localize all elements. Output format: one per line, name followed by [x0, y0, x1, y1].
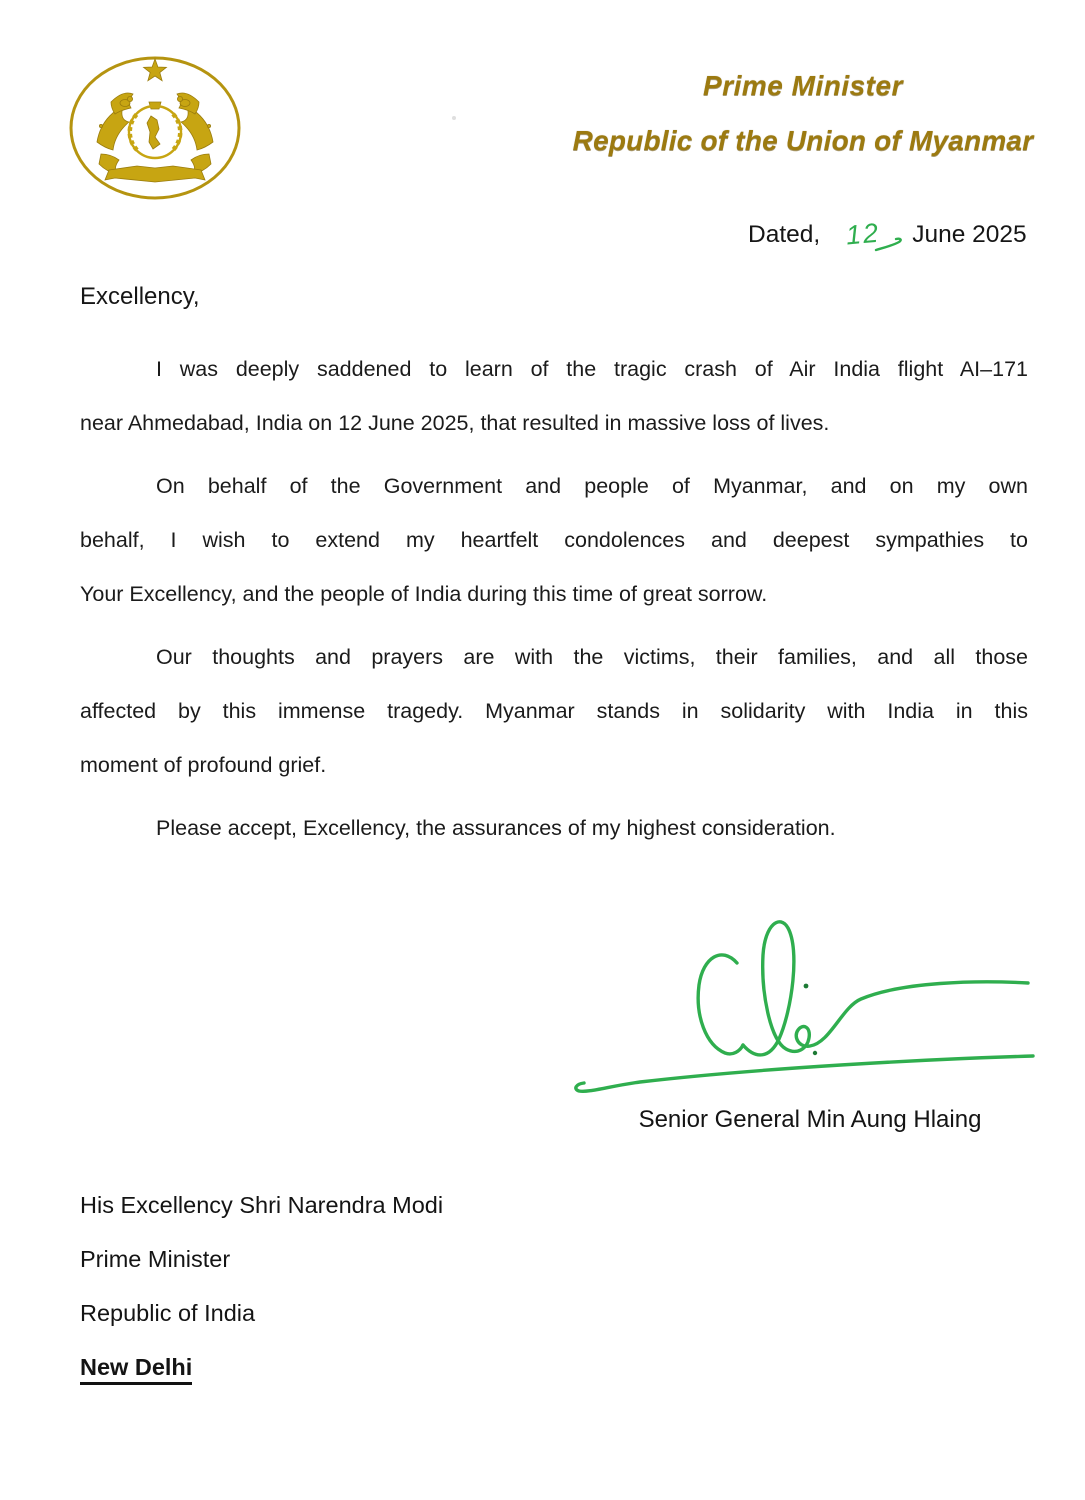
- addressee-title: Prime Minister: [80, 1246, 231, 1272]
- handwritten-day-text: 12: [844, 217, 882, 251]
- myanmar-state-seal-icon: [66, 50, 244, 202]
- paragraph-line: Please accept, Excellency, the assurances of my highest consideration.: [156, 816, 836, 840]
- scan-artifact-dot: [452, 116, 456, 120]
- signer-name: Senior General Min Aung Hlaing: [638, 1106, 982, 1133]
- paragraph-line: On behalf of the Government and people of Myanmar, and on my own: [156, 474, 1028, 498]
- paragraph-3: [80, 630, 1028, 792]
- addressee-country: Republic of India: [80, 1300, 256, 1326]
- addressee-name: His Excellency Shri Narendra Modi: [80, 1192, 444, 1218]
- addressee-block: [80, 1178, 443, 1394]
- date-label: Dated,: [748, 221, 821, 248]
- paragraph-line: affected by this immense tragedy. Myanmar stands in solidarity with India in this: [80, 699, 1028, 723]
- paragraph-1: [80, 342, 1028, 450]
- paragraph-line: Our thoughts and prayers are with the victims, their families, and all those: [156, 645, 1028, 669]
- paragraph-2: [80, 459, 1028, 621]
- paragraph-line: Your Excellency, and the people of India during this time of great sorrow.: [80, 582, 768, 606]
- letter-body: [80, 342, 1028, 864]
- paragraph-line: near Ahmedabad, India on 12 June 2025, that resulted in massive loss of lives.: [80, 411, 830, 435]
- signature-ink: [555, 898, 1045, 1108]
- letterhead: [545, 58, 1061, 168]
- letterhead-subtitle: Republic of the Union of Myanmar: [572, 125, 1034, 156]
- date-text: June 2025: [912, 221, 1027, 248]
- salutation: Excellency,: [80, 283, 200, 310]
- paragraph-4: [80, 801, 1028, 855]
- paragraph-line: behalf, I wish to extend my heartfelt condolences and deepest sympathies to: [80, 528, 1028, 552]
- paragraph-line: moment of profound grief.: [80, 753, 327, 777]
- letterhead-title: Prime Minister: [703, 70, 903, 101]
- handwritten-day-flourish: [838, 219, 902, 263]
- addressee-city: New Delhi: [80, 1352, 192, 1385]
- date-line: [748, 219, 1027, 265]
- handwritten-day: [838, 219, 902, 263]
- paragraph-line: I was deeply saddened to learn of the tragic crash of Air India flight AI–171: [156, 357, 1028, 381]
